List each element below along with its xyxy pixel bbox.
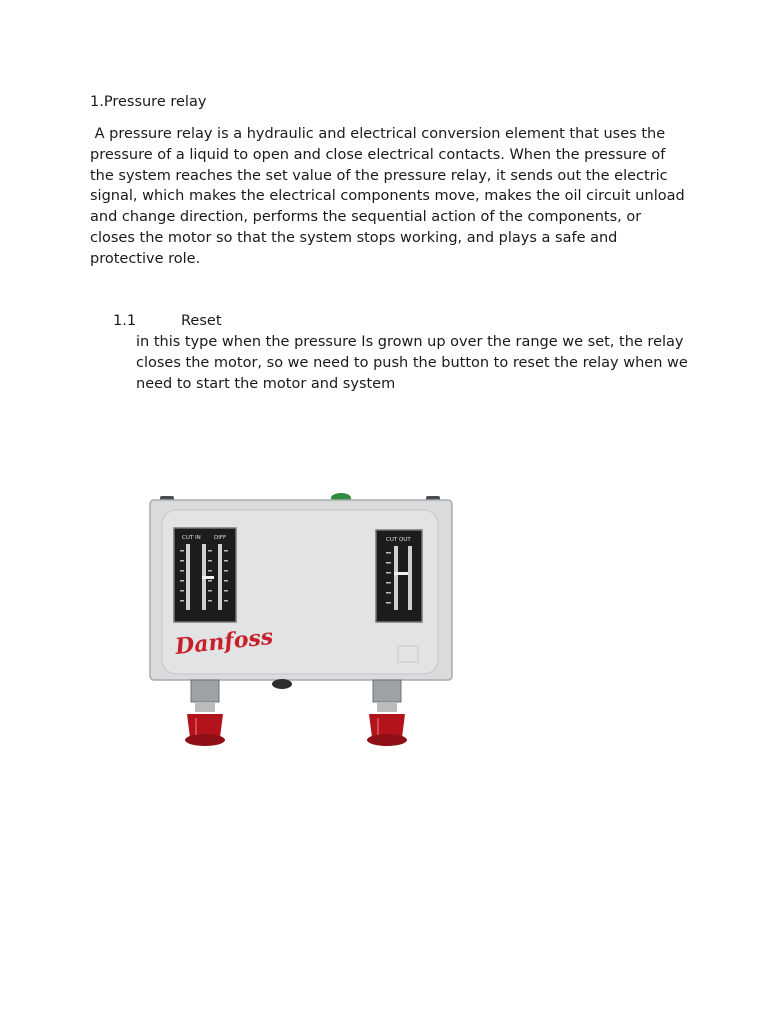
subsection-paragraph: in this type when the pressure Is grown up over the range we set, the relay closes the motor, so we need to push the button to reset the relay when we need to start the motor and system <box>136 334 688 392</box>
pressure-relay-photo <box>110 480 480 770</box>
right-pressure-connector <box>367 680 407 746</box>
subsection-title: Reset <box>181 313 222 329</box>
danfoss-logo: Danfoss <box>173 623 275 660</box>
left-pressure-connector <box>185 680 225 746</box>
section-heading: 1.Pressure relay <box>90 94 207 110</box>
left-gauge-window <box>174 528 236 622</box>
right-gauge-window <box>376 530 422 622</box>
cut-out-label: CUT OUT <box>386 537 411 543</box>
subsection-number: 1.1 <box>113 313 137 329</box>
section-paragraph: A pressure relay is a hydraulic and electrical conversion element that uses the pressure of a liquid to open and close electrical contacts. When the pressure of the system reaches the set value of the pressure relay, it sends out the electric signal, which makes the electrical components move, makes the oil circuit unload and change direction, performs the sequential action of the components, or closes the motor so that the system stops working, and plays a safe and protective role. <box>90 126 690 267</box>
cut-in-label: CUT IN <box>182 535 201 541</box>
diff-label: DIFF <box>214 535 227 541</box>
